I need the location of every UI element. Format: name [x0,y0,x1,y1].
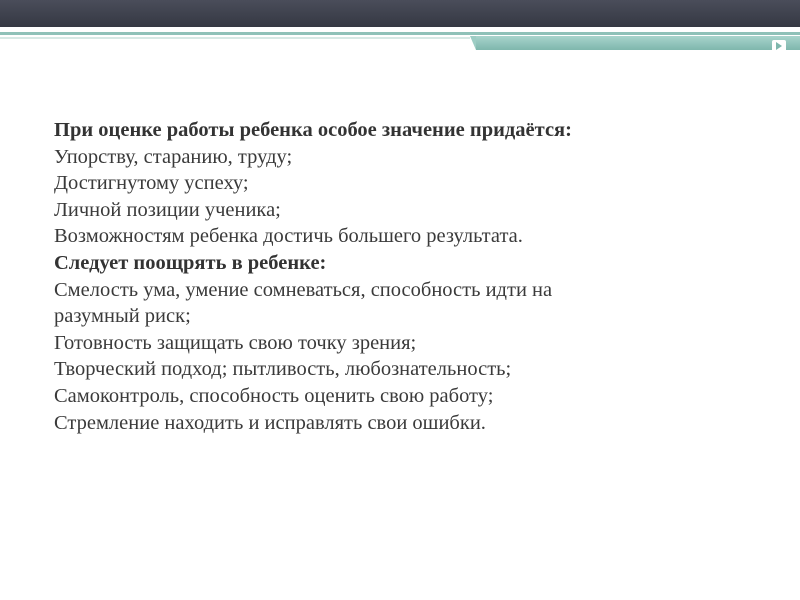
play-arrow-icon[interactable] [772,40,786,52]
header-accent-line [0,32,800,35]
header-bar [0,0,800,27]
slide-body [54,117,754,436]
list-item: Стремление находить и исправлять свои ошибки. [54,411,486,434]
list-item: разумный риск; [54,305,191,328]
header-stripe [476,36,800,50]
list-item: Смелость ума, умение сомневаться, способность идти на [54,278,553,301]
list-item: Личной позиции ученика; [54,198,281,221]
list-item: Творческий подход; пытливость, любознательность; [54,358,512,381]
heading-encourage: Следует поощрять в ребенке: [54,251,327,274]
list-item: Достигнутому успеху; [54,172,249,195]
heading-evaluation: При оценке работы ребенка особое значение придаётся: [54,119,572,141]
list-item: Возможностям ребенка достичь большего результата. [54,225,523,248]
list-item: Упорству, старанию, труду; [54,145,293,168]
list-item: Самоконтроль, способность оценить свою работу; [54,384,494,407]
header-accent-line-light [0,37,470,39]
list-item: Готовность защищать свою точку зрения; [54,331,417,354]
